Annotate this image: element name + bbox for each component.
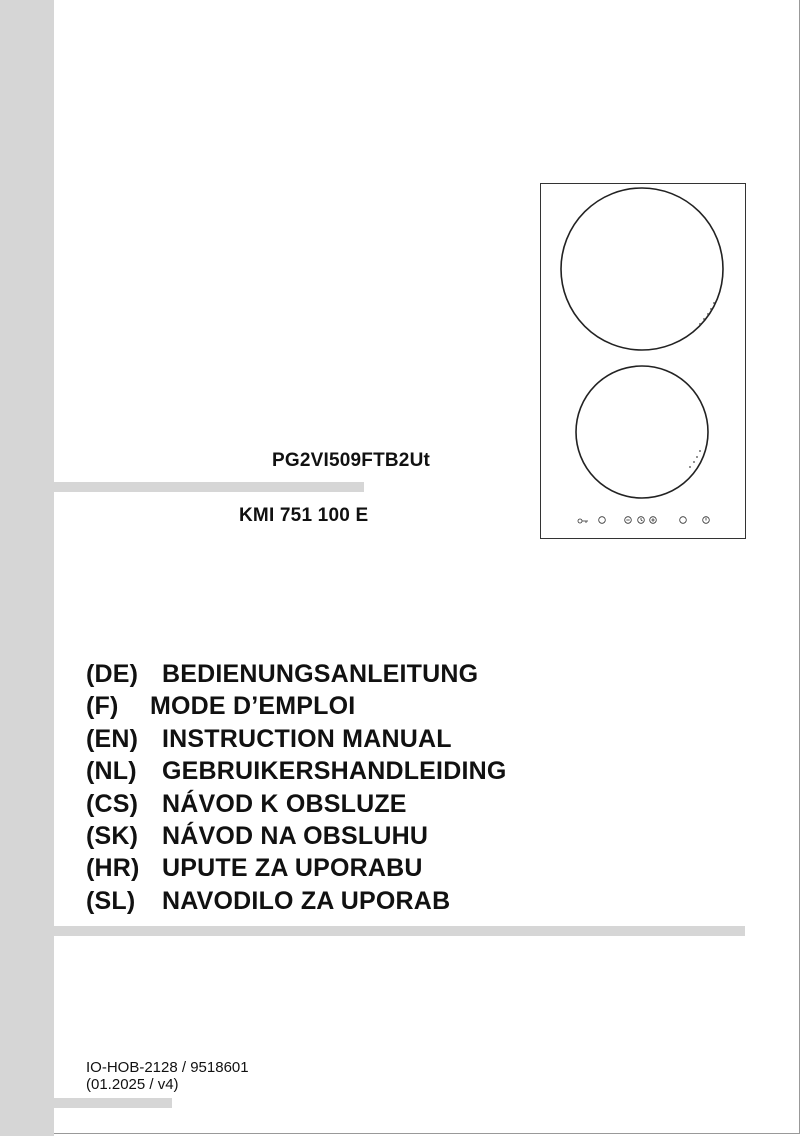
language-item-hr (86, 852, 507, 884)
language-list (86, 658, 507, 917)
language-item-de (86, 658, 507, 690)
language-title: NAVODILO ZA UPORAB (162, 886, 451, 915)
document-id: IO-HOB-2128 / 9518601 (86, 1059, 249, 1076)
document-reference (86, 1059, 249, 1093)
language-code: (EN) (86, 724, 139, 753)
left-decorative-stripe (0, 0, 54, 1136)
language-title: NÁVOD K OBSLUZE (162, 789, 407, 818)
document-version: (01.2025 / v4) (86, 1076, 179, 1093)
language-code: (SL) (86, 886, 136, 915)
language-item-en (86, 723, 507, 755)
model-name: KMI 751 100 E (239, 505, 369, 526)
language-code: (F) (86, 692, 119, 721)
model-divider-bar (54, 482, 364, 492)
cooktop-illustration (540, 183, 746, 539)
language-item-cs (86, 788, 507, 820)
model-code: PG2VI509FTB2Ut (272, 450, 431, 471)
language-title: BEDIENUNGSANLEITUNG (162, 660, 479, 688)
language-title: GEBRUIKERSHANDLEIDING (162, 757, 507, 786)
language-item-nl (86, 755, 507, 787)
language-item-sl (86, 885, 507, 917)
language-title: INSTRUCTION MANUAL (162, 724, 452, 753)
language-title: NÁVOD NA OBSLUHU (162, 821, 429, 850)
language-item-f (86, 690, 507, 722)
language-title: MODE D’EMPLOI (150, 692, 356, 721)
language-code: (HR) (86, 854, 140, 883)
languages-divider-bar (54, 926, 745, 936)
language-code: (SK) (86, 821, 139, 850)
language-code: (CS) (86, 789, 139, 818)
language-code: (NL) (86, 757, 137, 786)
language-item-sk (86, 820, 507, 852)
language-title: UPUTE ZA UPORABU (162, 854, 423, 883)
footer-divider-bar (54, 1098, 172, 1108)
language-code: (DE) (86, 660, 139, 688)
